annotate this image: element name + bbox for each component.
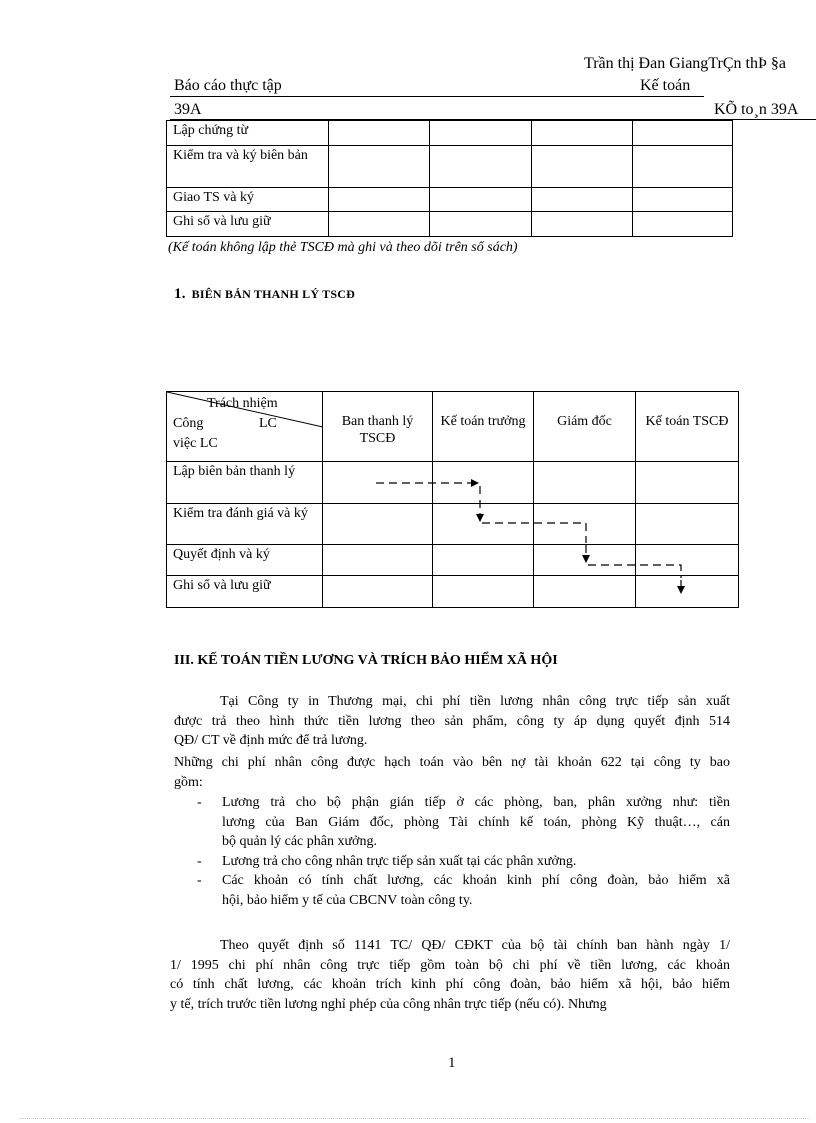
text-line: hội, bảo hiểm y tế của CBCNV toàn công ty. [222, 892, 473, 908]
paragraph-2 [174, 753, 730, 792]
table-row [167, 545, 739, 576]
text-line: được trả theo hình thức tiền lương theo sản phẩm, công ty áp dụng quyết định 514 [174, 713, 730, 729]
class-left: 39A [174, 101, 202, 118]
text-line: Các khoản có tính chất lương, các khoản kinh phí công đoàn, bảo hiểm xã [222, 873, 730, 888]
procedure-table-1 [166, 120, 733, 237]
table-row [167, 462, 739, 504]
section-heading [174, 286, 355, 303]
table-row [167, 121, 733, 146]
list-item [197, 793, 730, 852]
row-label: Ghi sổ và lưu giữ [167, 576, 323, 608]
header-rule-1 [170, 96, 704, 97]
corner-mid-right-label: LC [259, 416, 277, 431]
page-bottom-border [20, 1118, 810, 1119]
column-header: Giám đốc [534, 392, 636, 462]
column-header: Ban thanh lý TSCĐ [323, 392, 433, 462]
paragraph-1 [174, 692, 730, 751]
text-line: có tính chất lương, các khoản trích kinh phí công đoàn, bảo hiểm xã hội, bảo hiểm [170, 977, 730, 992]
row-label: Lập chứng từ [167, 121, 329, 146]
bullet-dash: - [197, 873, 202, 888]
class-right: KÕ to¸n 39A [714, 101, 799, 118]
column-header: Kế toán TSCĐ [636, 392, 739, 462]
section-iii-heading: III. KẾ TOÁN TIỀN LƯƠNG VÀ TRÍCH BẢO HIỂM XÃ HỘI [174, 653, 558, 668]
row-label: Kiểm tra đánh giá và ký [167, 504, 323, 545]
text-line: y tế, trích trước tiền lương nghỉ phép của công nhân trực tiếp (nếu có). Nhưng [170, 996, 607, 1012]
text-line: gồm: [174, 774, 203, 790]
author-name: Trần thị Đan GiangTrÇn thÞ §a [584, 55, 786, 72]
table-header-row [167, 392, 739, 462]
corner-bottom-label: việc LC [173, 436, 218, 451]
expense-list [197, 793, 730, 910]
text-line: 1/ 1995 chi phí nhân công trực tiếp gồm toàn bộ chi phí về tiền lương, các khoản [170, 957, 730, 973]
page-number: 1 [448, 1055, 456, 1071]
row-label: Lập biên bản thanh lý [167, 462, 323, 504]
section-number: 1. [174, 286, 186, 302]
list-item [197, 871, 730, 910]
column-header: Kế toán trưởng [433, 392, 534, 462]
list-item [197, 852, 730, 872]
corner-mid-left-label: Công [173, 416, 204, 431]
table-row [167, 212, 733, 237]
row-label: Kiểm tra và ký biên bản [167, 146, 329, 188]
paragraph-3 [170, 936, 730, 1014]
corner-top-label: Trách nhiệm [207, 396, 278, 411]
text-line: bộ quản lý các phân xưởng. [222, 834, 377, 849]
procedure-table-2 [166, 391, 739, 608]
row-label: Ghi sổ và lưu giữ [167, 212, 329, 237]
row-label: Giao TS và ký [167, 188, 329, 212]
text-line: Lương trả cho bộ phận gián tiếp ở các phòng, ban, phân xưởng như: tiền [222, 795, 730, 810]
text-line: QĐ/ CT về định mức để trả lương. [174, 733, 368, 748]
text-line: lương của Ban Giám đốc, phòng Tài chính kế toán, phòng Kỹ thuật…, cán [222, 814, 730, 830]
table-row [167, 504, 739, 545]
table-note: (Kế toán không lập thẻ TSCĐ mà ghi và theo dõi trên sổ sách) [168, 240, 518, 255]
department-label: Kế toán [640, 77, 691, 94]
text-line: Những chi phí nhân công được hạch toán vào bên nợ tài khoản 622 tại công ty bao [174, 755, 730, 770]
bullet-dash: - [197, 853, 202, 869]
section-title: BIÊN BẢN THANH LÝ TSCĐ [191, 287, 355, 301]
text-line: Theo quyết định số 1141 TC/ QĐ/ CĐKT của bộ tài chính ban hành ngày 1/ [220, 938, 730, 953]
table-row [167, 576, 739, 608]
bullet-dash: - [197, 795, 202, 810]
table-row [167, 188, 733, 212]
text-line: Tại Công ty in Thương mại, chi phí tiền lương nhân công trực tiếp sản xuất [220, 694, 730, 709]
report-title: Báo cáo thực tập [174, 77, 282, 94]
text-line: Lương trả cho công nhân trực tiếp sản xuất tại các phân xưởng. [222, 853, 577, 869]
table-row [167, 146, 733, 188]
corner-cell [167, 392, 323, 462]
row-label: Quyết định và ký [167, 545, 323, 576]
